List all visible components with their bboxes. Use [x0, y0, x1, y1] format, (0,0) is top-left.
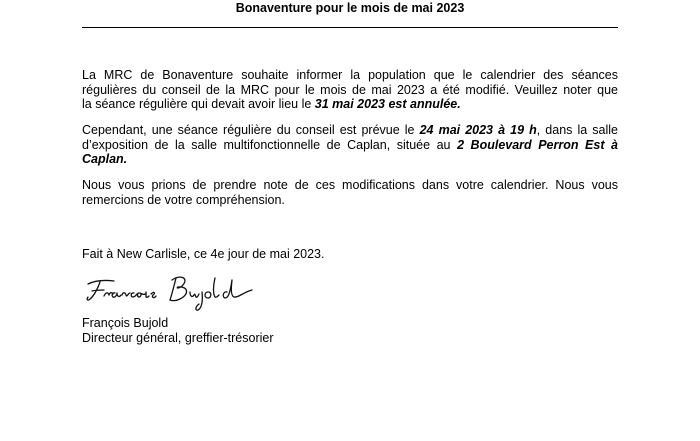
title-divider — [82, 27, 618, 28]
paragraph-line — [82, 97, 618, 112]
meeting-address: 2 Boulevard Perron Est à — [457, 137, 618, 152]
signatory-name: François Bujold — [82, 316, 169, 330]
paragraph-line — [82, 138, 618, 153]
paragraph-line: remercions de votre compréhension. — [82, 192, 285, 207]
document-title: Bonaventure pour le mois de mai 2023 — [235, 1, 465, 15]
paragraph-line: La MRC de Bonaventure souhaite informer la population que le calendrier des séances — [82, 68, 618, 82]
meeting-date-time: 24 mai 2023 à 19 h — [419, 123, 537, 137]
text-run: Cependant, une séance régulière du conseil est prévue le — [82, 123, 420, 137]
text-run: , dans la salle — [536, 123, 618, 137]
paragraph-closing — [82, 178, 618, 207]
paragraph-line — [82, 152, 618, 167]
paragraph-new-meeting — [82, 123, 618, 167]
place-date: Fait à New Carlisle, ce 4e jour de mai 2023. — [82, 247, 325, 261]
paragraph-cancellation — [82, 68, 618, 112]
signatory-block — [82, 316, 618, 345]
text-run: d’exposition de la salle multifonctionnelle de Caplan, située au — [82, 137, 458, 152]
paragraph-line: régulières du conseil de la MRC pour le mois de mai 2023 a été modifié. Veuillez noter que — [82, 82, 618, 97]
paragraph-line: Nous vous prions de prendre note de ces modifications dans votre calendrier. Nous vous — [82, 178, 618, 192]
signatory-title: Directeur général, greffier-trésorier — [82, 330, 274, 345]
handwritten-signature — [82, 268, 292, 314]
paragraph-line — [82, 123, 618, 138]
meeting-address-city: Caplan. — [82, 152, 128, 166]
text-run: la séance régulière qui devait avoir lieu le — [82, 97, 315, 111]
cancelled-date: 31 mai 2023 est annulée. — [314, 97, 461, 111]
